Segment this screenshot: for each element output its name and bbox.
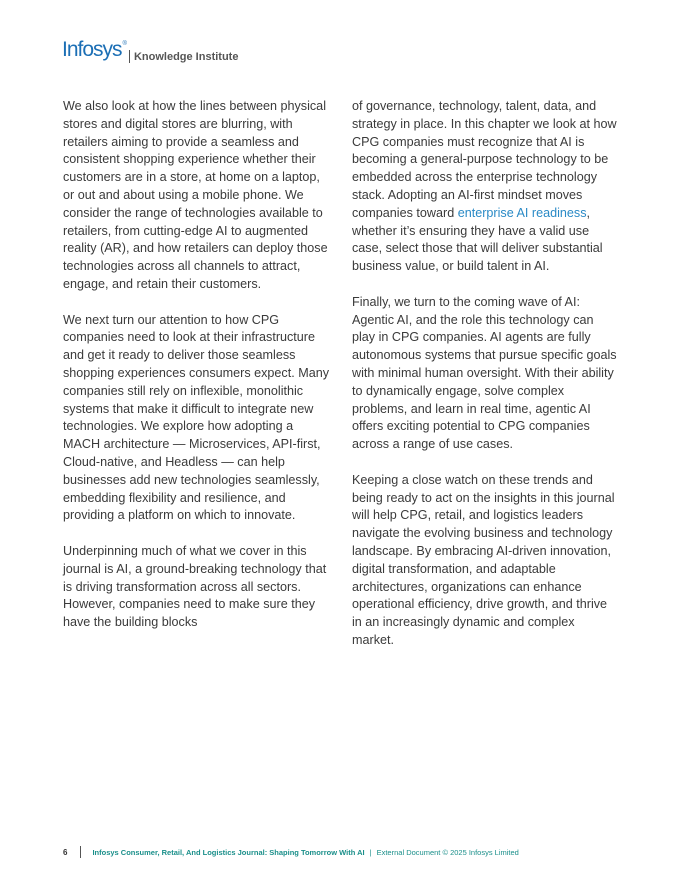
footer-pipe: |: [369, 847, 372, 857]
header-divider: [129, 50, 130, 63]
right-paragraph-3: Keeping a close watch on these trends and being ready to act on the insights in this journal will help CPG, retail, and logistics leaders navigate the evolving business and technology landscape. By embracing AI-driven innovation, digital transformation, and adaptable architectures, organizations can enhance operational efficiency, drive growth, and thrive in an increasingly dynamic and complex market.: [352, 472, 615, 647]
right-paragraph-1: [352, 98, 620, 276]
logo-trademark: ®: [122, 41, 126, 47]
right-paragraph-2: Finally, we turn to the coming wave of AI: Agentic AI, and the role this technology can play in CPG companies. AI agents are fully autonomous systems that pursue specific goals with minimal human oversight. With their ability to dynamically engage, solve complex problems, and learn in real time, agentic AI offers exciting potential to CPG companies across a range of use cases.: [352, 294, 617, 452]
right-column: [352, 98, 620, 650]
left-paragraph-3: Underpinning much of what we cover in this journal is AI, a ground-breaking technology that is driving transformation across all sectors. However, companies need to make sure they have the building blocks: [63, 543, 327, 630]
enterprise-ai-readiness-link[interactable]: enterprise AI readiness: [457, 205, 587, 220]
left-column: [63, 98, 331, 632]
right-p1-text-after: , whether it’s ensuring they have a valid use case, select those that will deliver substantial business value, or build talent in AI.: [352, 205, 603, 274]
left-paragraph-2: We next turn our attention to how CPG companies need to look at their infrastructure and get it ready to deliver those seamless shopping experiences consumers expect. Many companies still rely on inflexible, monolithic systems that make it difficult to integrate new technologies. We explore how adopting a MACH architecture — Microservices, API-first, Cloud-native, and Headless — can help businesses add new technologies seamlessly, embedding flexibility and resilience, and providing a platform on which to innovate.: [63, 312, 330, 523]
journal-title: Infosys Consumer, Retail, And Logistics Journal: Shaping Tomorrow With AI: [92, 847, 365, 857]
footer-divider: [80, 846, 81, 858]
page-footer: [63, 846, 519, 858]
logo-text: Infosys: [62, 38, 122, 61]
header-label: Knowledge Institute: [133, 51, 239, 63]
infosys-logo: [62, 40, 126, 65]
copyright-note: External Document © 2025 Infosys Limited: [376, 847, 519, 857]
left-paragraph-1: We also look at how the lines between physical stores and digital stores are blurring, with retailers aiming to provide a seamless and consistent shopping experience whether their customers are in a store, at home on a laptop, or out and about using a mobile phone. We consider the range of technologies available to retailers, from cutting-edge AI to augmented reality (AR), and how retailers can deploy those technologies across all channels to attract, engage, and retain their customers.: [63, 99, 328, 291]
page-number: 6: [63, 847, 68, 857]
right-p1-text-before: of governance, technology, talent, data, and strategy in place. In this chapter we look at how CPG companies must recognize that AI is becoming a general-purpose technology to be embedded across the enterprise technology stack. Adopting an AI-first mindset moves companies toward: [352, 99, 617, 220]
page-header: [62, 40, 238, 65]
